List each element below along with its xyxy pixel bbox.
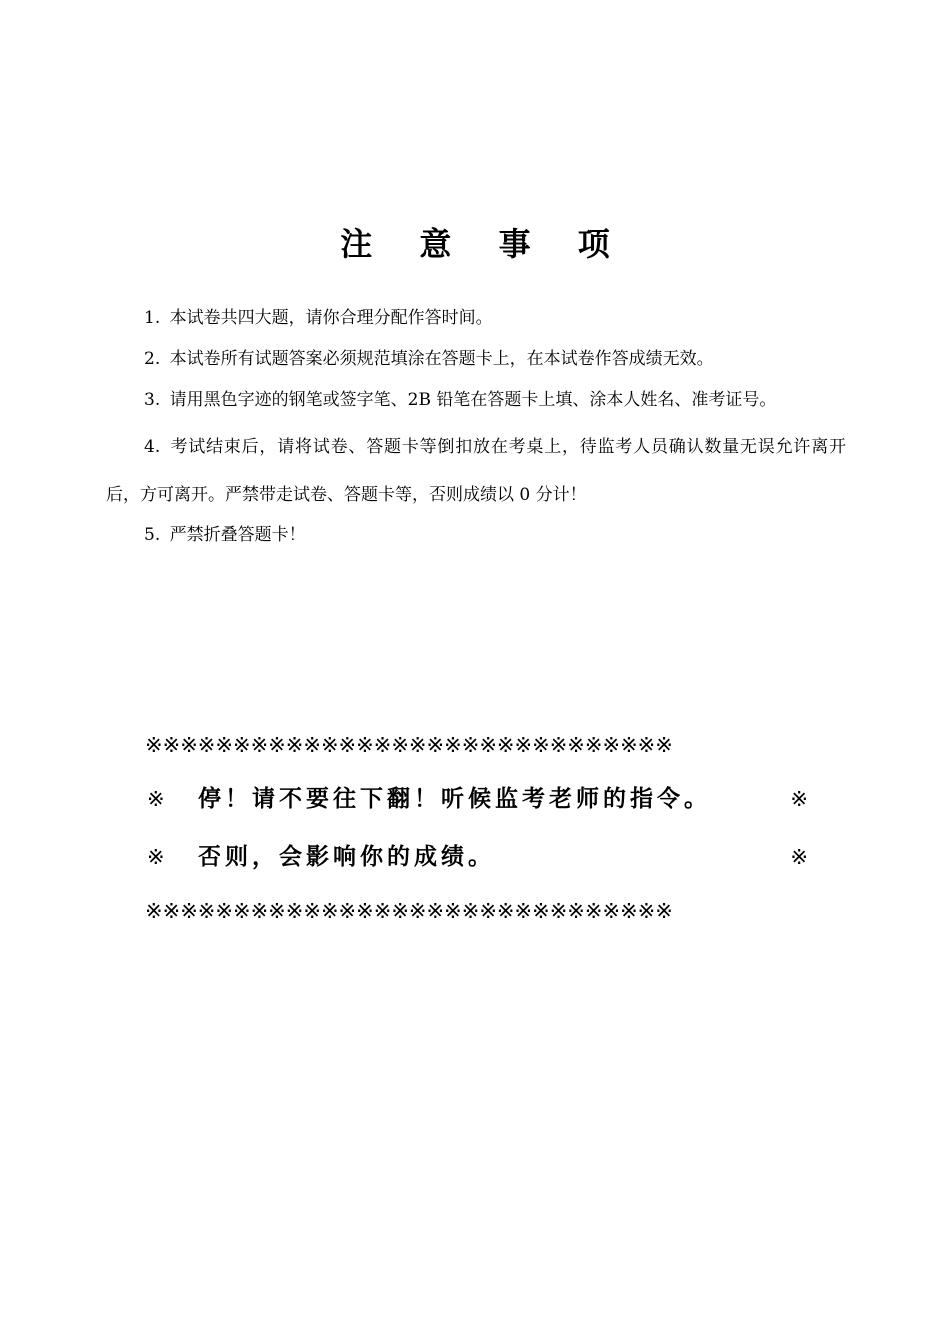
note-item-4 [106, 423, 846, 519]
reference-mark: ※ [147, 787, 165, 811]
reference-mark: ※ [790, 787, 808, 811]
reference-mark: ※ [147, 845, 165, 869]
note-text: 本试卷共四大题，请你合理分配作答时间。 [169, 308, 493, 328]
note-item-2 [106, 345, 846, 374]
warning-border-bottom: ※※※※※※※※※※※※※※※※※※※※※※※※※※※※※※ [145, 899, 673, 923]
note-number: 1. [144, 308, 161, 328]
note-number: 2. [144, 349, 161, 369]
warning-border-top: ※※※※※※※※※※※※※※※※※※※※※※※※※※※※※※ [145, 733, 673, 757]
note-text: 本试卷所有试题答案必须规范填涂在答题卡上，在本试卷作答成绩无效。 [169, 349, 714, 369]
note-item-1 [106, 304, 846, 333]
note-item-5 [106, 521, 846, 550]
note-number: 5. [144, 525, 161, 545]
note-item-3 [106, 386, 846, 415]
warning-text-consequence: 否则，会影响你的成绩。 [198, 844, 495, 870]
warning-text-stop: 停！请不要往下翻！听候监考老师的指令。 [198, 786, 711, 812]
reference-mark: ※ [790, 845, 808, 869]
note-number: 3. [144, 390, 161, 410]
note-text: 严禁折叠答题卡！ [169, 525, 306, 545]
note-text: 请用黑色字迹的钢笔或签字笔、2B 铅笔在答题卡上填、涂本人姓名、准考证号。 [169, 390, 777, 410]
note-number: 4. [144, 437, 161, 457]
note-text: 考试结束后，请将试卷、答题卡等倒扣放在考桌上，待监考人员确认数量无误允许离开后，方可离开。严禁带走试卷、答题卡等，否则成绩以 0 分计！ [106, 437, 846, 505]
page-title: 注 意 事 项 [340, 225, 628, 263]
warning-line-1 [145, 770, 810, 828]
warning-line-2 [145, 828, 810, 886]
stop-warning-box [145, 720, 810, 936]
notes-list [106, 304, 846, 562]
